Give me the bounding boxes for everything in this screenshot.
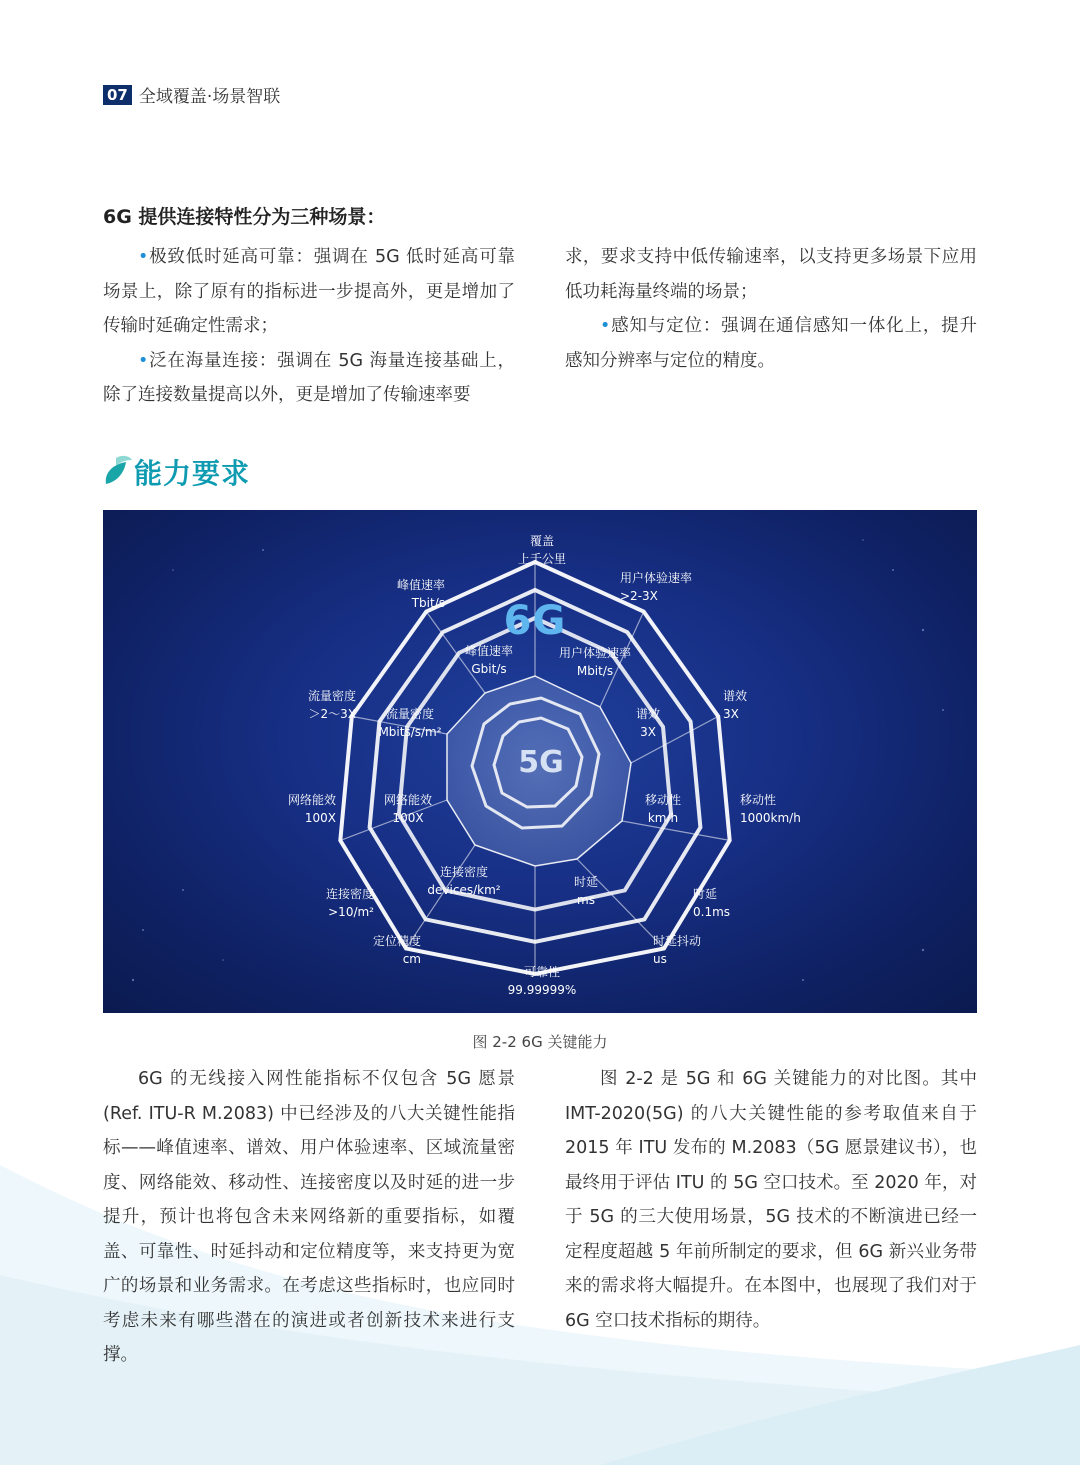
outer-label-positioning: 定位精度 cm [372, 934, 421, 966]
capability-radar-figure [103, 510, 977, 1013]
outer-label-mobility: 移动性 1000km/h [740, 793, 801, 825]
bullet-dot: • [138, 247, 149, 267]
bullet-dot: • [138, 350, 149, 371]
bullet-massive-connection-cont: 求，要求支持中低传输速率，以支持更多场景下应用低功耗海量终端的场景； [565, 247, 977, 302]
inner-label-latency: 时延 ms [573, 875, 599, 907]
inner-label-spectral-efficiency: 谱效 3X [635, 707, 661, 739]
inner-label-traffic-density: 流量密度 Mbits/s/m² [378, 707, 442, 739]
chapter-title: 全域覆盖·场景智联 [138, 87, 281, 107]
page-header [103, 82, 280, 107]
outer-label-spectral-efficiency: 谱效 3X [723, 689, 748, 721]
outer-label-reliability: 可靠性 99.99999% [507, 965, 577, 997]
label-5g: 5G [518, 745, 564, 780]
intro-right-column [565, 240, 977, 378]
inner-label-user-rate: 用户体验速率 Mbit/s [558, 646, 632, 678]
outer-label-user-rate: 用户体验速率 >2-3X [620, 571, 693, 603]
outer-label-connection-density: 连接密度 >10/m² [325, 887, 374, 919]
bullet-massive-connection: •泛在海量连接：强调在 5G 海量连接基础上，除了连接数量提高以外，更是增加了传输速率要 [103, 350, 515, 405]
section-title: 能力要求 [134, 457, 251, 490]
bullet-sensing-positioning: •感知与定位：强调在通信感知一体化上，提升感知分辨率与定位的精度。 [565, 316, 978, 371]
bullet-low-latency: •极致低时延高可靠：强调在 5G 低时延高可靠场景上，除了原有的指标进一步提高外，更是增加了传输时延确定性需求； [103, 247, 516, 336]
outer-label-jitter: 时延抖动 us [653, 934, 702, 966]
section-heading [102, 452, 250, 492]
body-right-paragraph: 图 2-2 是 5G 和 6G 关键能力的对比图。其中 IMT-2020(5G) 的八大关键性能的参考取值来自于 2015 年 ITU 发布的 M.2083（5G 愿景建议书），也最终用于评估 ITU 的 5G 空口技术。至 2020 年，对于 5G 的三大使用场景，5G 技术的不断演进已经一定程度超越 5 年前所制定的要求，但 6G 新兴业务带来的需求将大幅提升。在本图中，也展现了我们对于 6G 空口技术指标的期待。 [565, 1069, 977, 1331]
outer-label-latency: 时延 0.1ms [693, 887, 731, 919]
intro-left-column [103, 240, 515, 413]
figure-caption: 图 2-2 6G 关键能力 [472, 1033, 608, 1051]
inner-label-energy-efficiency: 网络能效 100X [383, 793, 433, 825]
inner-label-peak-rate: 峰值速率 Gbit/s [464, 644, 514, 676]
outer-label-traffic-density: 流量密度 ＞2～3X [307, 689, 356, 721]
bullet-dot: • [600, 316, 611, 336]
outer-label-energy-efficiency: 网络能效 100X [287, 793, 336, 825]
body-left-paragraph: 6G 的无线接入网性能指标不仅包含 5G 愿景 (Ref. ITU-R M.2083) 中已经涉及的八大关键性能指标——峰值速率、谱效、用户体验速率、区域流量密度、网络能效、移动性、连接密度以及时延的进一步提升，预计也将包含未来网络新的重要指标，如覆盖、可靠性、时延抖动和定位精度等，来支持更为宽广的场景和业务需求。在考虑这些指标时，也应同时考虑未来有哪些潜在的演进或者创新技术来进行支撑。 [103, 1069, 515, 1365]
outer-label-coverage: 覆盖 上千公里 [517, 534, 567, 566]
label-6g: 6G [503, 598, 567, 644]
page-number: 07 [103, 85, 132, 105]
inner-label-mobility: 移动性 km/h [644, 793, 682, 825]
leaf-icon [102, 452, 132, 492]
body-left-column [103, 1062, 515, 1373]
outer-label-peak-rate: 峰值速率 Tbit/s [396, 578, 445, 610]
intro-title: 6G 提供连接特性分为三种场景： [103, 206, 386, 228]
inner-label-connection-density: 连接密度 devices/km² [427, 865, 501, 897]
body-right-column [565, 1062, 977, 1338]
